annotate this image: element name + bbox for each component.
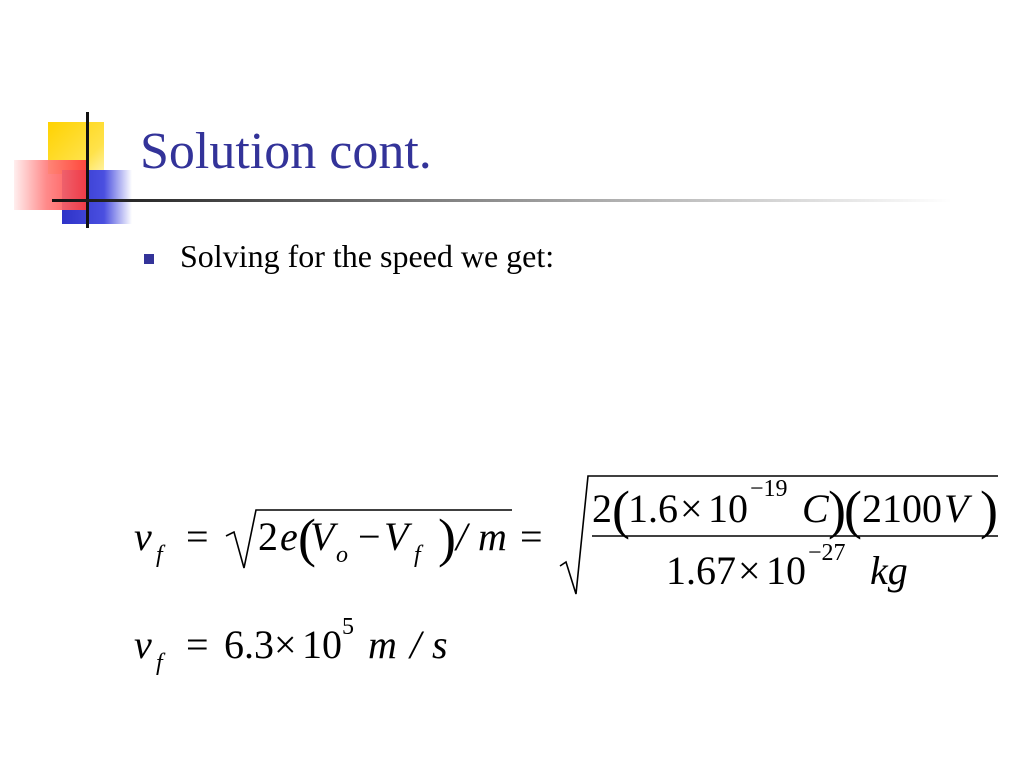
eq2-ten: 10 — [302, 622, 342, 667]
eq2-lhs-sub: f — [156, 650, 163, 676]
eq1-sub-o: o — [336, 542, 348, 568]
speed-result — [134, 612, 634, 682]
eq2-slash: / — [410, 622, 422, 667]
bullet-text: Solving for the speed we get: — [180, 238, 555, 274]
eq1-paren-open: ( — [298, 508, 316, 568]
num-2100: 2100 — [862, 486, 942, 531]
num-C: C — [802, 486, 829, 531]
decor-vertical-line — [86, 112, 89, 228]
speed-equation — [134, 470, 1014, 610]
eq1-m: m — [478, 514, 507, 559]
num-paren-close-1: ) — [828, 480, 846, 540]
num-times: × — [680, 486, 703, 531]
eq1-paren-close: ) — [438, 508, 456, 568]
eq2-lhs-var: v — [134, 622, 152, 667]
decor-red-square — [14, 160, 86, 210]
num-exp-m19: −19 — [750, 476, 788, 502]
eq2-mantissa: 6.3 — [224, 622, 274, 667]
eq2-exp: 5 — [342, 614, 354, 640]
num-paren-open-1: ( — [612, 480, 630, 540]
title-underline — [52, 199, 952, 202]
eq1-V-f: V — [384, 514, 409, 559]
eq2-times: × — [274, 622, 297, 667]
eq1-slash: / — [456, 514, 468, 559]
eq1-equals-2: = — [520, 514, 543, 559]
eq2-equals: = — [186, 622, 209, 667]
bullet-item — [144, 238, 554, 275]
den-ten: 10 — [766, 548, 806, 593]
den-1-67: 1.67 — [666, 548, 736, 593]
eq1-lhs-var: v — [134, 514, 152, 559]
num-V: V — [944, 486, 969, 531]
eq1-minus: − — [358, 514, 381, 559]
den-kg: kg — [870, 548, 908, 593]
den-times: × — [738, 548, 761, 593]
eq1-sub-f: f — [414, 542, 421, 568]
eq1-lhs-sub: f — [156, 542, 163, 568]
eq1-equals-1: = — [186, 514, 209, 559]
eq1-coef-2: 2 — [258, 514, 278, 559]
eq2-unit-m: m — [368, 622, 397, 667]
num-paren-close-2: ) — [980, 480, 998, 540]
eq1-V-o: V — [310, 514, 335, 559]
den-exp-m27: −27 — [808, 540, 846, 566]
num-paren-open-2: ( — [844, 480, 862, 540]
slide-title: Solution cont. — [140, 123, 432, 180]
bullet-square-icon — [144, 254, 154, 264]
num-1-6: 1.6 — [628, 486, 678, 531]
num-ten: 10 — [708, 486, 748, 531]
num-coef-2: 2 — [592, 486, 612, 531]
eq1-e: e — [280, 514, 298, 559]
eq2-unit-s: s — [432, 622, 448, 667]
